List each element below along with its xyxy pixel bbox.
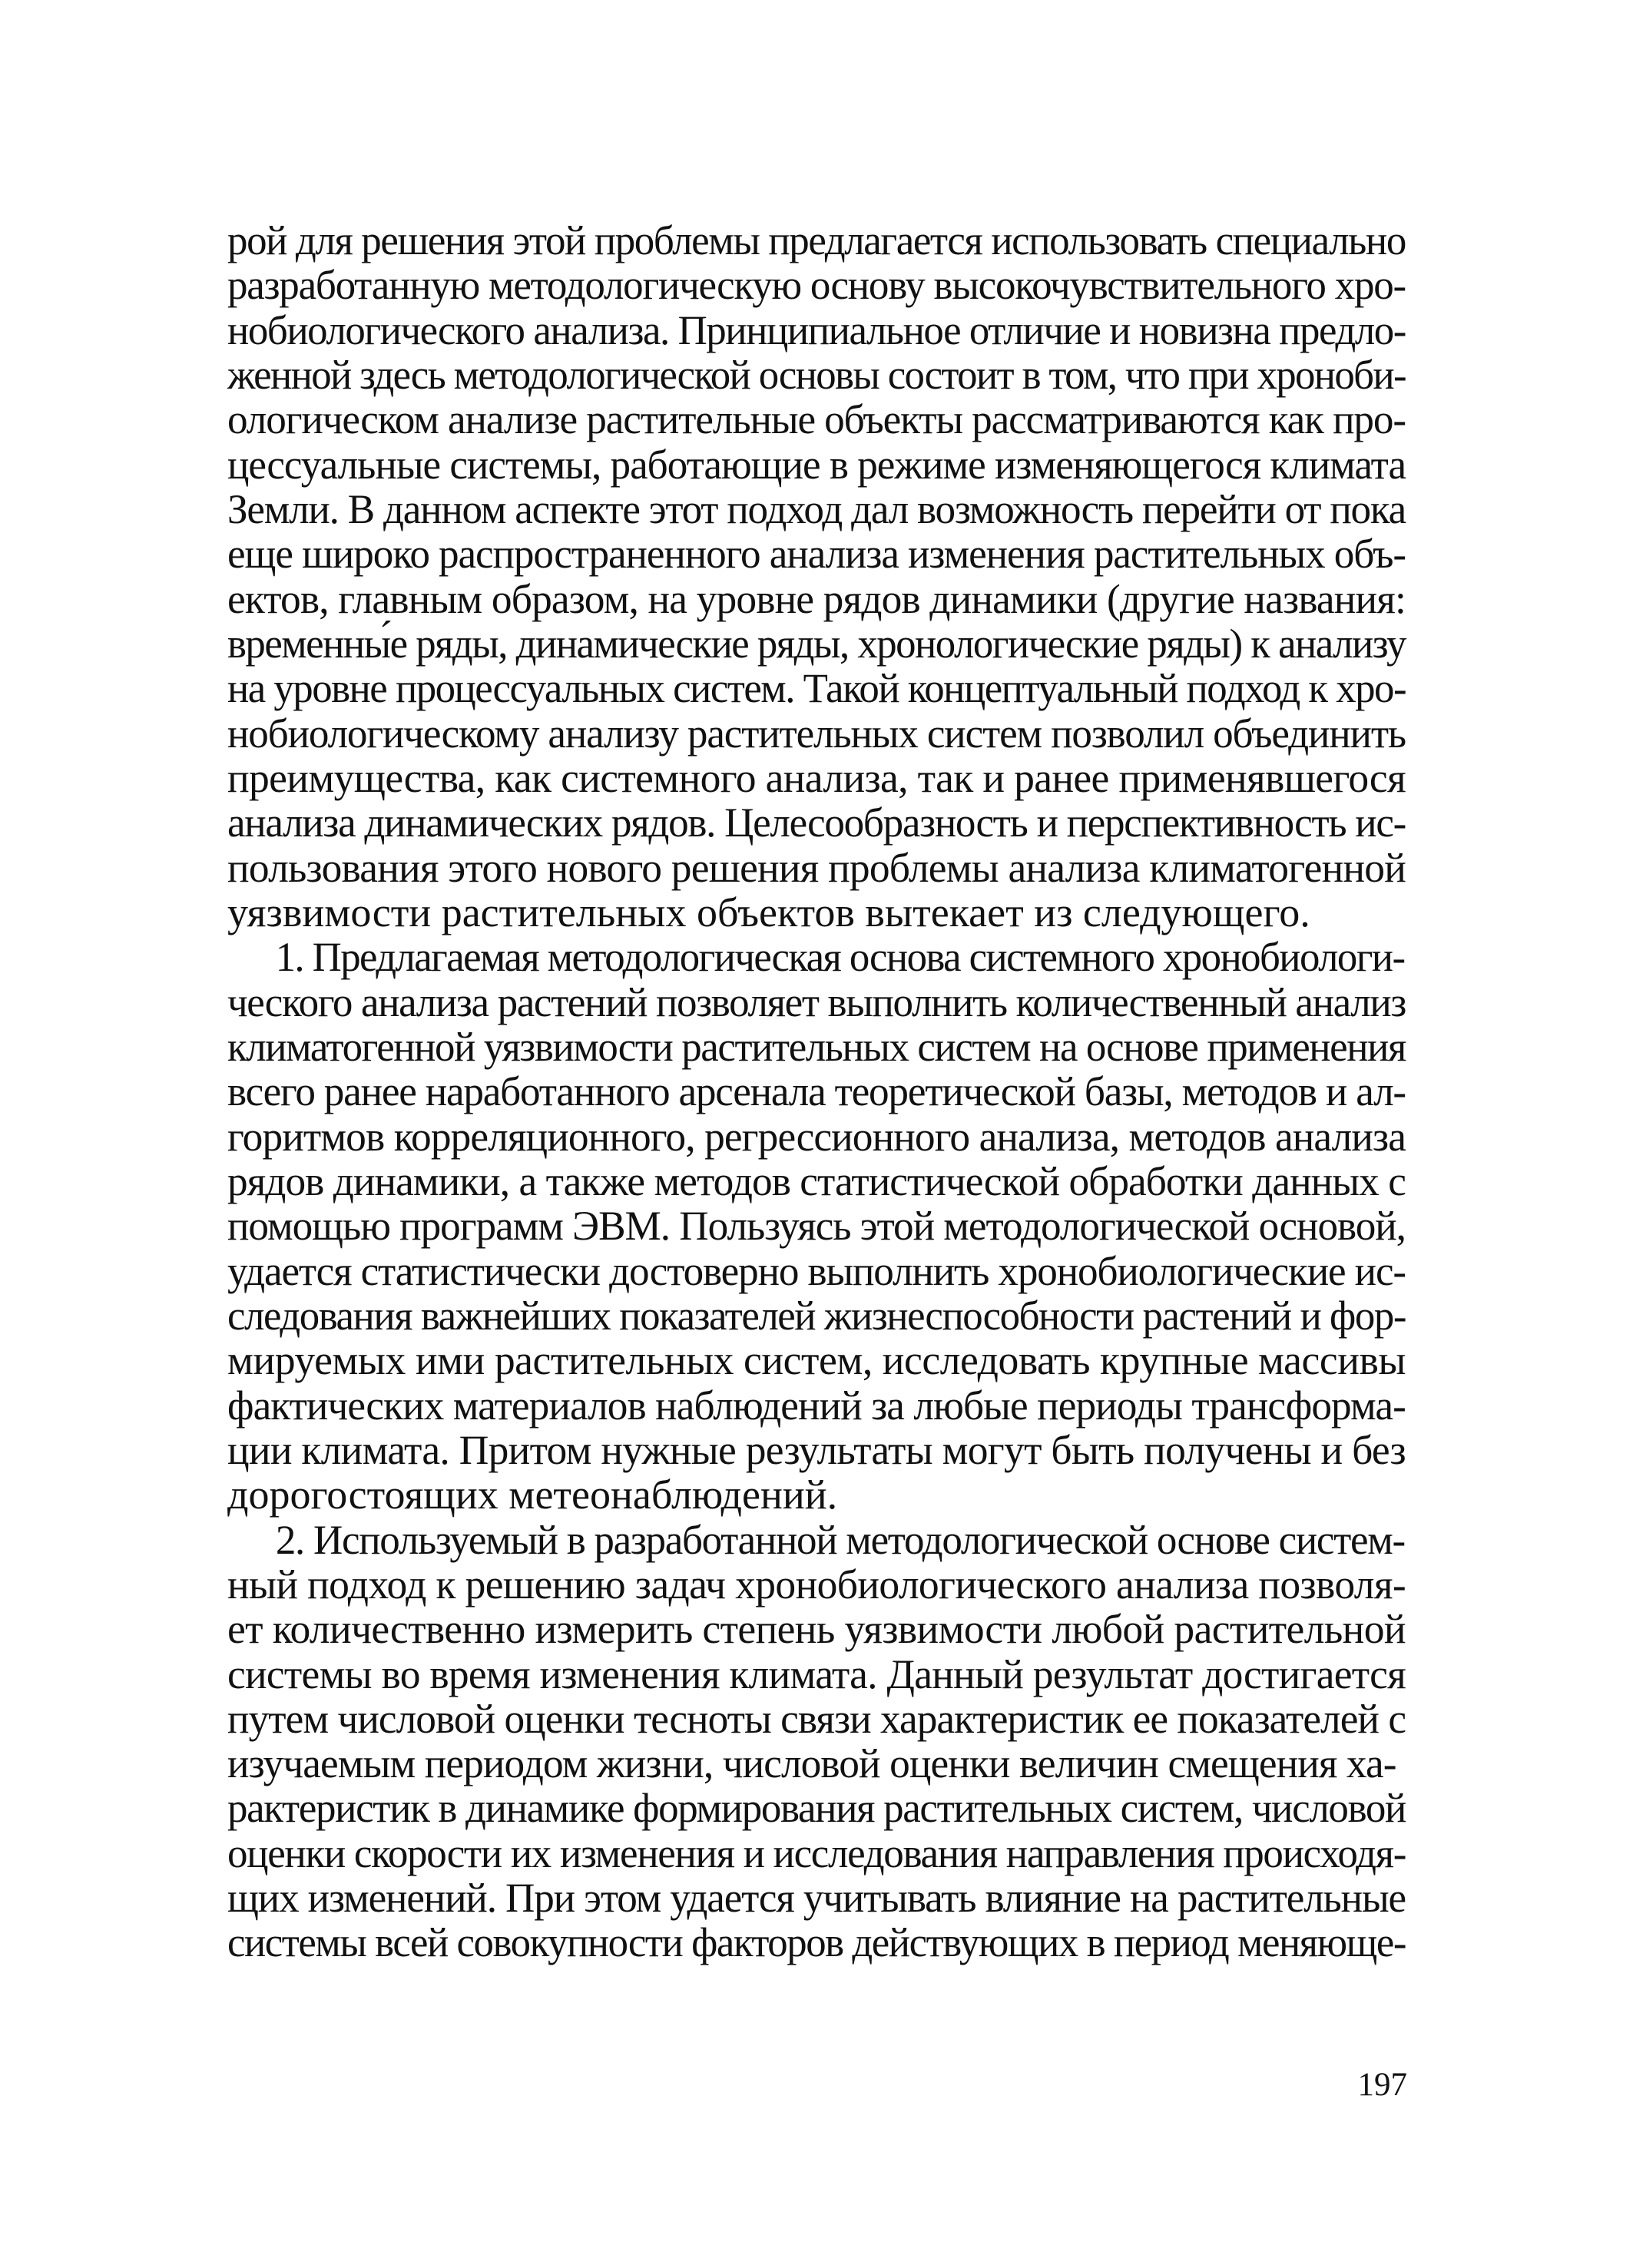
text-line: ческого анализа растений позволяет выполнить количественный анализ bbox=[227, 978, 1406, 1025]
text-line: рядов динамики, а также методов статистической обработки данных с bbox=[227, 1157, 1406, 1204]
text-line: мируемых ими растительных систем, исследовать крупные массивы bbox=[227, 1337, 1406, 1384]
text-line: дорогостоящих метеонаблюдений. bbox=[227, 1472, 838, 1518]
text-line: ектов, главным образом, на уровне рядов динамики (другие названия: bbox=[227, 575, 1406, 622]
text-line: щих изменений. При этом удается учитывать влияние на растительные bbox=[227, 1875, 1406, 1922]
text-line: системы во время изменения климата. Данный результат достигается bbox=[227, 1651, 1406, 1697]
text-line: ции климата. Притом нужные результаты могут быть получены и без bbox=[227, 1426, 1406, 1473]
paragraph-1 bbox=[227, 218, 1406, 935]
text-line: женной здесь методологической основы состоит в том, что при хроноби- bbox=[227, 351, 1406, 398]
text-line: цессуальные системы, работающие в режиме изменяющегося климата bbox=[227, 441, 1406, 488]
text-line: рактеристик в динамике формирования растительных систем, числовой bbox=[227, 1785, 1406, 1832]
text-line: разработанную методологическую основу высокочувствительного хро- bbox=[227, 262, 1406, 309]
text-line: рой для решения этой проблемы предлагается использовать специально bbox=[227, 217, 1406, 263]
text-line: 2. Используемый в разработанной методологической основе систем- bbox=[275, 1516, 1405, 1563]
text-line: анализа динамических рядов. Целесообразность и перспективность ис- bbox=[227, 800, 1406, 846]
text-line: помощью программ ЭВМ. Пользуясь этой методологической основой, bbox=[227, 1203, 1406, 1250]
text-line: Земли. В данном аспекте этот подход дал возможность перейти от пока bbox=[227, 485, 1406, 532]
text-line: 1. Предлагаемая методологическая основа системного хронобиологи- bbox=[275, 934, 1405, 981]
text-line: уязвимости растительных объектов вытекает из следующего. bbox=[227, 889, 1310, 935]
text-line: путем числовой оценки тесноты связи характеристик ее показателей с bbox=[227, 1695, 1406, 1742]
text-line: нобиологического анализа. Принципиальное отличие и новизна предло- bbox=[227, 306, 1406, 353]
text-line: системы всей совокупности факторов действующих в период меняюще- bbox=[227, 1919, 1406, 1966]
page-number: 197 bbox=[1357, 2067, 1407, 2103]
text-line: ет количественно измерить степень уязвимости любой растительной bbox=[227, 1606, 1406, 1653]
text-line: изучаемым периодом жизни, числовой оценки величин смещения ха- bbox=[227, 1740, 1396, 1787]
text-line: следования важнейших показателей жизнеспособности растений и фор- bbox=[227, 1292, 1406, 1339]
text-line: на уровне процессуальных систем. Такой концептуальный подход к хро- bbox=[227, 665, 1406, 712]
paragraph-2 bbox=[227, 935, 1406, 1517]
text-line: ологическом анализе растительные объекты рассматриваются как про- bbox=[227, 396, 1406, 443]
text-line: климатогенной уязвимости растительных систем на основе применения bbox=[227, 1023, 1406, 1070]
text-line: удается статистически достоверно выполнить хронобиологические ис- bbox=[227, 1247, 1406, 1294]
text-line: преимущества, как системного анализа, так и ранее применявшегося bbox=[227, 754, 1406, 801]
text-line: временны́е ряды, динамические ряды, хронологические ряды) к анализу bbox=[227, 620, 1406, 667]
text-line: нобиологическому анализу растительных систем позволил объединить bbox=[227, 710, 1406, 757]
text-line: оценки скорости их изменения и исследования направления происходя- bbox=[227, 1829, 1406, 1876]
text-line: всего ранее наработанного арсенала теоретической базы, методов и ал- bbox=[227, 1068, 1406, 1115]
paragraph-3 bbox=[227, 1518, 1406, 1965]
text-line: еще широко распространенного анализа изменения растительных объ- bbox=[227, 531, 1406, 578]
text-line: ный подход к решению задач хронобиологического анализа позволя- bbox=[227, 1561, 1406, 1607]
text-line: фактических материалов наблюдений за любые периоды трансформа- bbox=[227, 1382, 1406, 1429]
text-line: пользования этого нового решения проблемы анализа климатогенной bbox=[227, 844, 1406, 891]
text-line: горитмов корреляционного, регрессионного анализа, методов анализа bbox=[227, 1113, 1406, 1160]
body-text bbox=[227, 218, 1406, 1965]
